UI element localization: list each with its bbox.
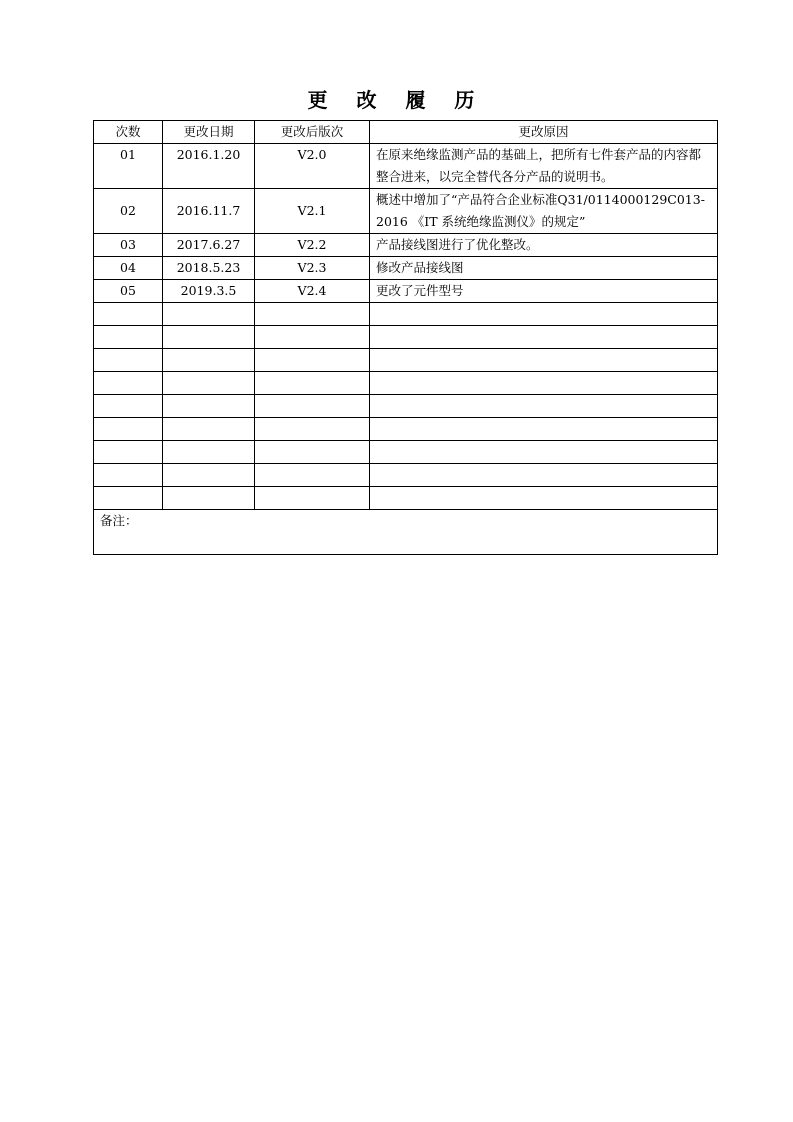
cell-date: 2017.6.27 <box>163 234 255 257</box>
empty-row <box>94 441 718 464</box>
empty-cell <box>94 464 163 487</box>
empty-cell <box>163 395 255 418</box>
empty-row <box>94 418 718 441</box>
empty-cell <box>163 487 255 510</box>
page-title: 更 改 履 历 <box>307 88 486 112</box>
empty-cell <box>255 487 370 510</box>
empty-row <box>94 487 718 510</box>
cell-reason: 概述中增加了“产品符合企业标准Q31/0114000129C013-2016 《IT 系统绝缘监测仪》的规定” <box>370 189 718 234</box>
empty-cell <box>370 372 718 395</box>
empty-cell <box>163 464 255 487</box>
empty-cell <box>94 372 163 395</box>
empty-cell <box>370 418 718 441</box>
empty-cell <box>94 303 163 326</box>
header-date: 更改日期 <box>163 121 255 144</box>
cell-count: 04 <box>94 257 163 280</box>
cell-count: 02 <box>94 189 163 234</box>
header-version: 更改后版次 <box>255 121 370 144</box>
empty-cell <box>94 441 163 464</box>
note-cell <box>94 510 718 555</box>
empty-row <box>94 395 718 418</box>
header-count: 次数 <box>94 121 163 144</box>
empty-cell <box>94 487 163 510</box>
cell-reason: 修改产品接线图 <box>370 257 718 280</box>
empty-cell <box>370 349 718 372</box>
empty-cell <box>163 441 255 464</box>
empty-cell <box>255 395 370 418</box>
note-label: 备注： <box>100 513 138 528</box>
empty-cell <box>370 464 718 487</box>
cell-reason: 更改了元件型号 <box>370 280 718 303</box>
cell-reason: 在原来绝缘监测产品的基础上，把所有七件套产品的内容都整合进来，以完全替代各分产品的说明书。 <box>370 144 718 189</box>
empty-cell <box>163 372 255 395</box>
empty-cell <box>94 418 163 441</box>
cell-version: V2.1 <box>255 189 370 234</box>
empty-cell <box>94 326 163 349</box>
cell-reason: 产品接线图进行了优化整改。 <box>370 234 718 257</box>
empty-cell <box>94 395 163 418</box>
empty-row <box>94 464 718 487</box>
empty-cell <box>255 418 370 441</box>
empty-cell <box>163 418 255 441</box>
table-row <box>94 257 718 280</box>
table-row <box>94 189 718 234</box>
cell-date: 2016.11.7 <box>163 189 255 234</box>
empty-cell <box>94 349 163 372</box>
empty-row <box>94 326 718 349</box>
cell-date: 2016.1.20 <box>163 144 255 189</box>
revision-history-table <box>93 120 718 555</box>
note-row <box>94 510 718 555</box>
empty-cell <box>370 326 718 349</box>
empty-cell <box>255 372 370 395</box>
cell-count: 01 <box>94 144 163 189</box>
empty-cell <box>370 395 718 418</box>
cell-date: 2019.3.5 <box>163 280 255 303</box>
empty-cell <box>163 349 255 372</box>
empty-cell <box>255 349 370 372</box>
empty-cell <box>163 303 255 326</box>
empty-row <box>94 349 718 372</box>
empty-cell <box>370 303 718 326</box>
empty-cell <box>255 326 370 349</box>
table-row <box>94 144 718 189</box>
cell-count: 03 <box>94 234 163 257</box>
cell-version: V2.2 <box>255 234 370 257</box>
cell-version: V2.0 <box>255 144 370 189</box>
header-reason: 更改原因 <box>370 121 718 144</box>
cell-version: V2.4 <box>255 280 370 303</box>
empty-cell <box>163 326 255 349</box>
table-row <box>94 234 718 257</box>
empty-row <box>94 372 718 395</box>
empty-row <box>94 303 718 326</box>
cell-version: V2.3 <box>255 257 370 280</box>
table-row <box>94 280 718 303</box>
empty-cell <box>255 464 370 487</box>
empty-cell <box>255 303 370 326</box>
empty-cell <box>255 441 370 464</box>
empty-cell <box>370 441 718 464</box>
empty-cell <box>370 487 718 510</box>
table-header-row <box>94 121 718 144</box>
cell-date: 2018.5.23 <box>163 257 255 280</box>
cell-count: 05 <box>94 280 163 303</box>
